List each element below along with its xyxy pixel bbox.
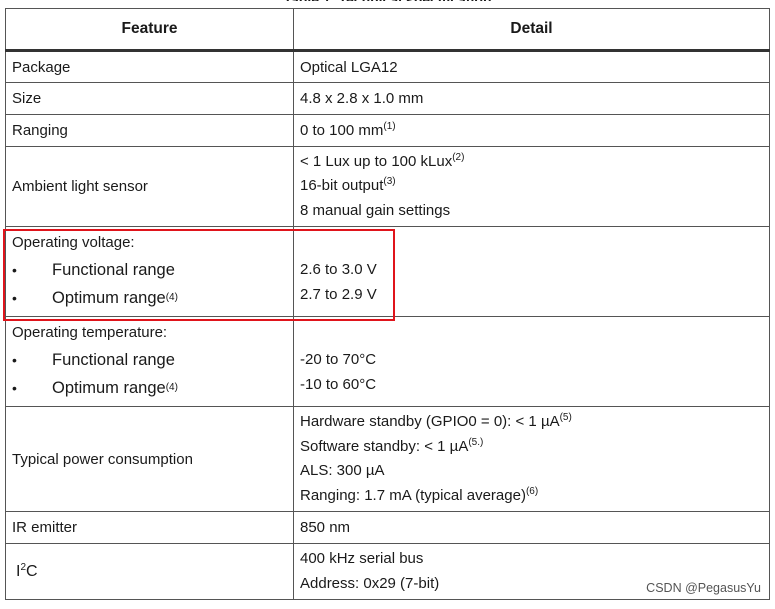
feature-heading: Operating voltage: [12,234,135,252]
detail-line: Software standby: < 1 µA$^{(5.)}$ [300,436,484,455]
watermark: CSDN @PegasusYu [646,581,761,595]
detail-line: Hardware standby (GPIO0 = 0): < 1 µA$^{(5)}$ [300,412,572,430]
feature-cell [6,227,294,317]
detail-cell: 850 nm [294,512,770,544]
feature-heading: Operating temperature: [12,324,168,342]
footnote-ref: (6) [525,485,539,497]
detail-line: -20 to 70°C [300,351,377,368]
feature-cell: Size [6,83,294,115]
feature-cell: Ambient light sensor [6,147,294,227]
detail-line: 2.6 to 3.0 V [300,261,377,278]
detail-line: 2.7 to 2.9 V [300,285,377,303]
feature-cell: Typical power consumption [6,407,294,512]
footnote-ref: (2) [452,151,465,163]
detail-line: Ranging: 1.7 mA (typical average)$^{(6)}$ [300,485,539,504]
footnote-ref: (3) [383,176,396,188]
detail-cell: Optical LGA12 [294,51,770,83]
row-operating-temperature [6,317,770,407]
detail-line: 400 kHz serial bus [300,550,424,567]
header-row [6,9,770,51]
bullet-item: • Optimum range (4) [12,374,287,402]
spec-table [5,8,770,600]
row-ranging [6,115,770,147]
detail-cell [294,317,770,407]
bullet-icon: • [12,289,17,306]
feature-cell: $I^2C$ [6,544,294,600]
row-operating-voltage [6,227,770,317]
row-ir-emitter [6,512,770,544]
bullet-icon: • [12,261,17,278]
detail-cell [294,147,770,227]
row-typical-power-consumption [6,407,770,512]
detail-line: ALS: 300 µA [300,462,385,479]
bullet-icon: • [12,379,17,396]
row-size [6,83,770,115]
feature-cell [6,317,294,407]
feature-cell: IR emitter [6,512,294,544]
detail-text: 0 to 100 mm [300,122,384,139]
detail-cell [294,407,770,512]
detail-line: 16-bit output$^{(3)}$ [300,176,396,195]
detail-line: 8 manual gain settings [300,201,451,219]
footnote-ref: (5) [559,412,572,423]
detail-cell: 4.8 x 2.8 x 1.0 mm [294,83,770,115]
bullet-item: • Optimum range (4) [12,284,287,312]
footnote-ref: (5.) [468,436,484,448]
row-package [6,51,770,83]
header-detail: Detail [294,9,770,51]
detail-cell [294,227,770,317]
bullet-item: • Functional range [12,256,287,284]
detail-line: < 1 Lux up to 100 kLux$^{(2)}$ [300,151,465,170]
detail-cell [294,115,770,147]
table-caption [0,0,775,1]
footnote-ref: (1) [383,121,396,132]
feature-cell: Ranging [6,115,294,147]
bullet-icon: • [12,351,17,368]
detail-line: Address: 0x29 (7-bit) [300,574,440,592]
bullet-item: • Functional range [12,346,287,374]
feature-cell: Package [6,51,294,83]
detail-line: -10 to 60°C [300,375,377,393]
row-ambient-light-sensor [6,147,770,227]
header-feature: Feature [6,9,294,51]
